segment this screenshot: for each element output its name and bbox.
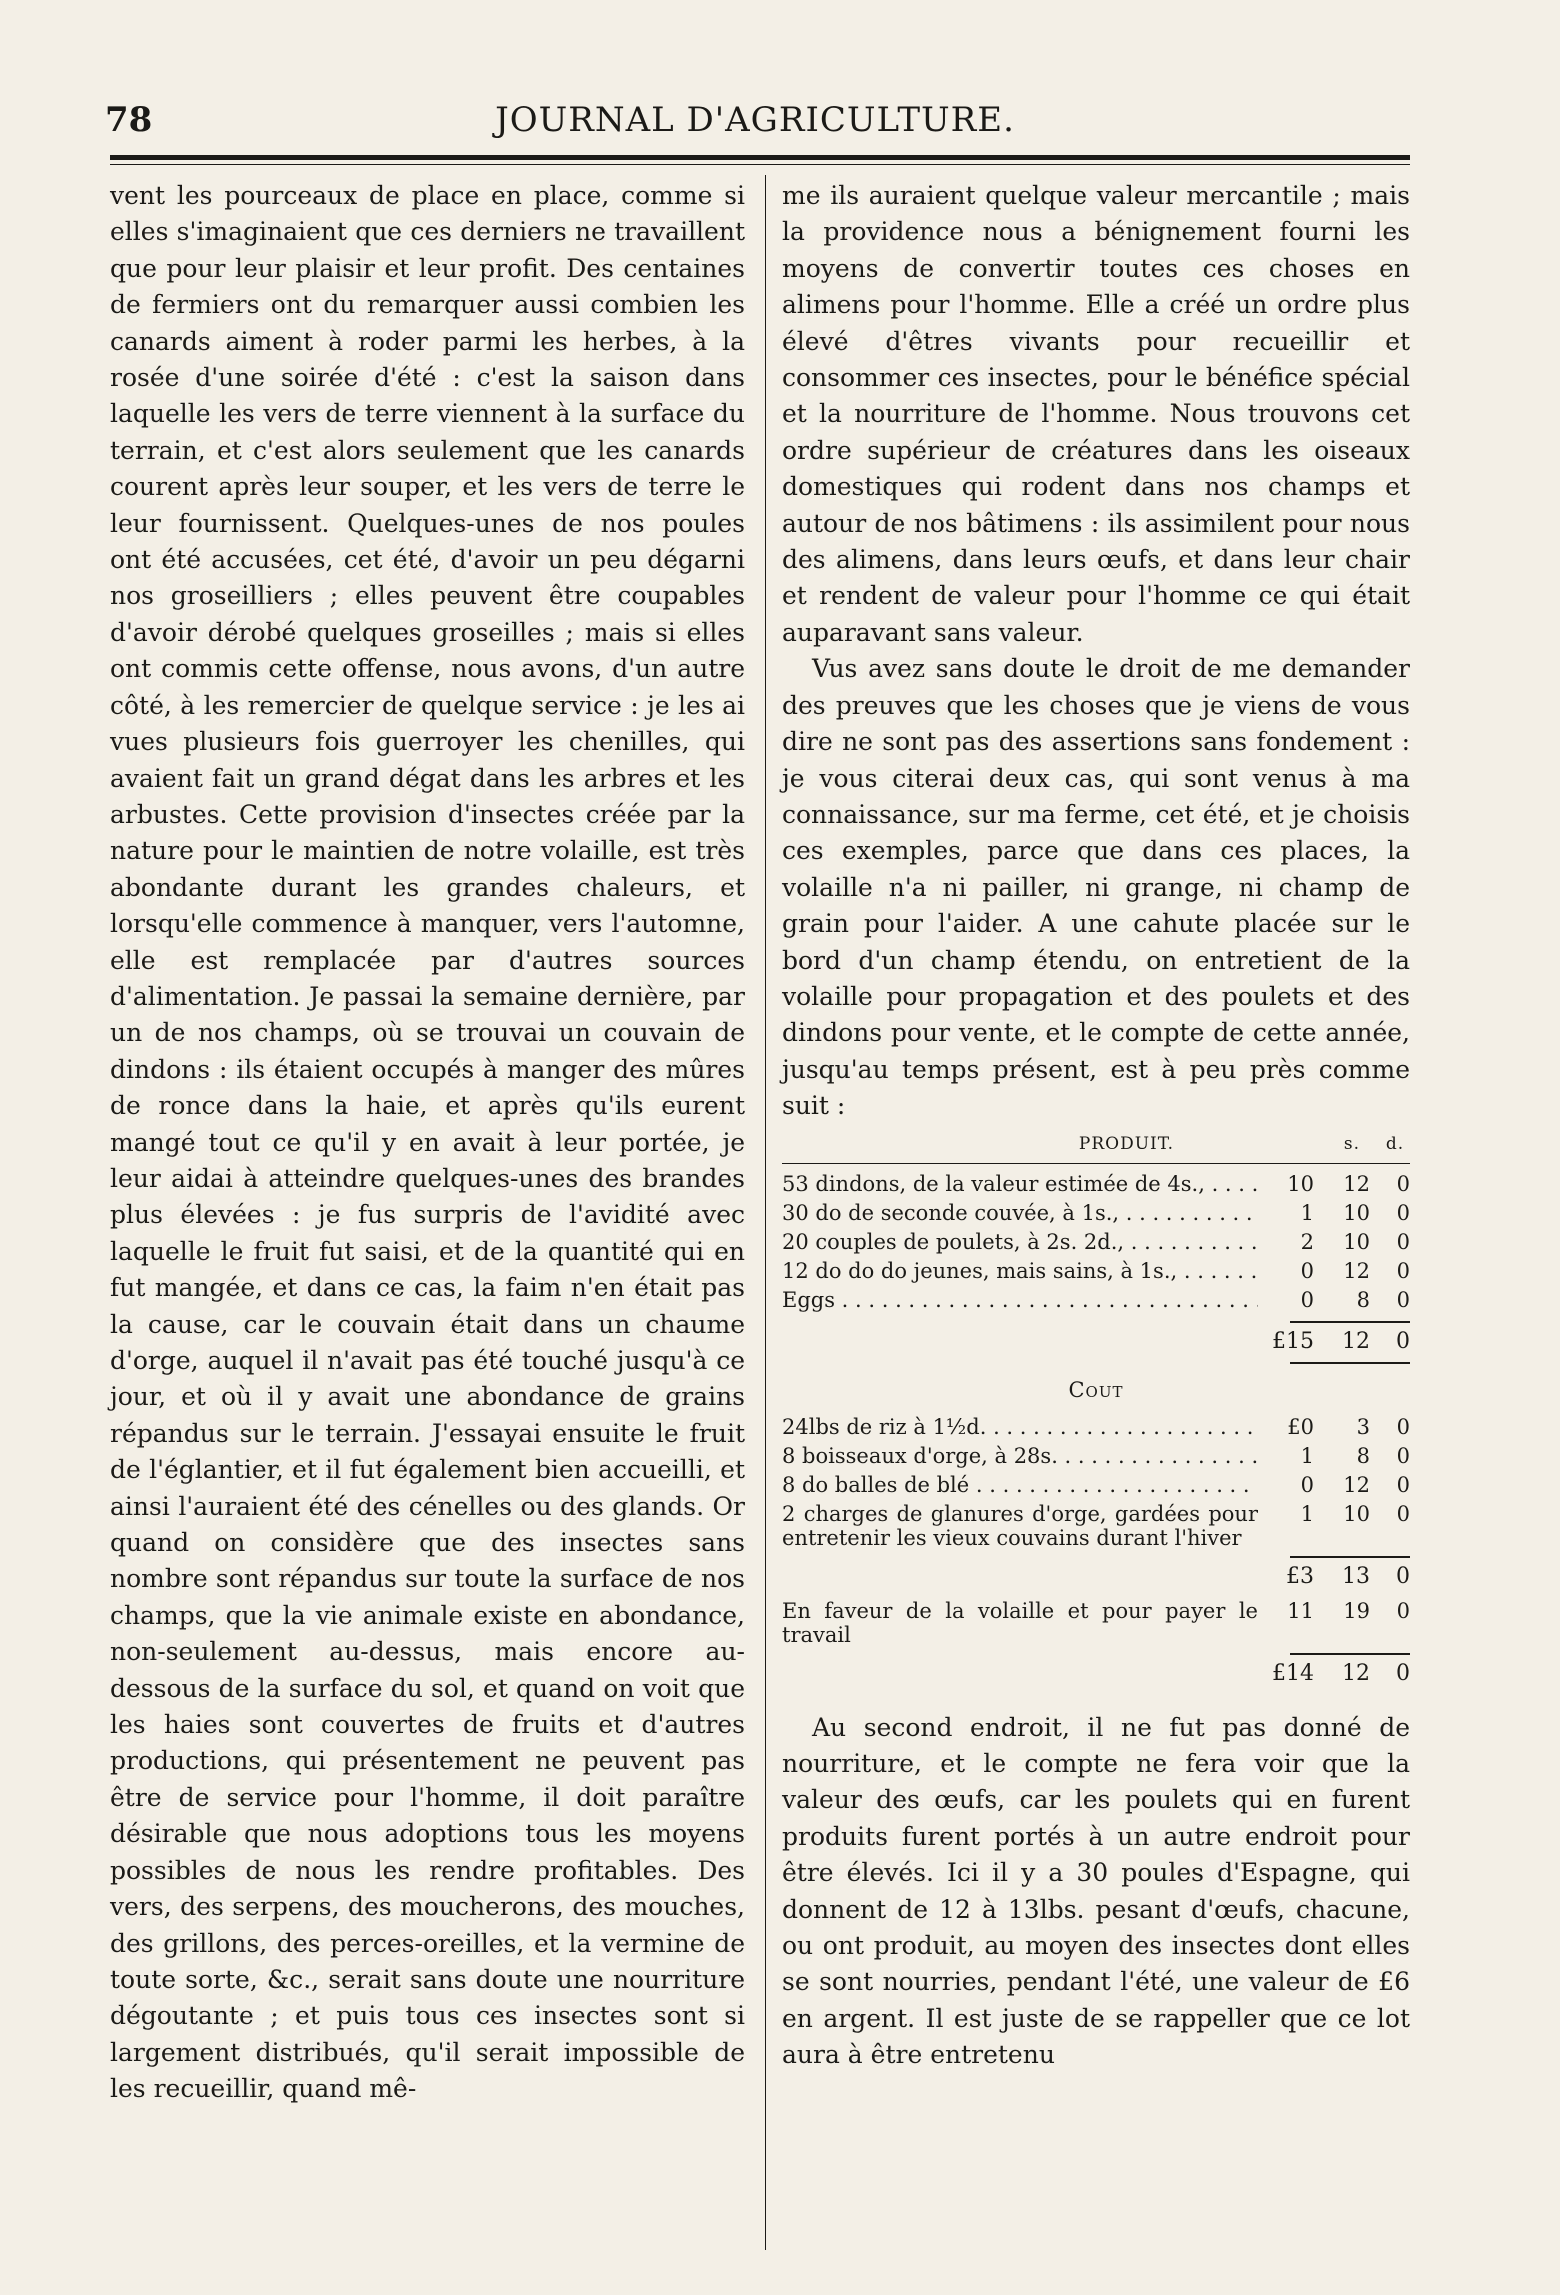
cout-subtotal-s: 13 <box>1342 1563 1370 1589</box>
cout-subtotal <box>782 1562 1410 1591</box>
cout-row <box>782 1442 1410 1471</box>
left-column <box>110 178 745 2108</box>
cout-rows <box>782 1413 1410 1500</box>
produit-row <box>782 1228 1410 1257</box>
cout-total-l: £14 <box>1272 1660 1314 1686</box>
cout-subtotal-d: 0 <box>1396 1563 1410 1589</box>
produit-row <box>782 1286 1410 1315</box>
header-rule-thin <box>110 164 1410 165</box>
produit-header <box>782 1131 1410 1159</box>
cout-cell-d: 0 <box>1396 1472 1410 1497</box>
cout-total-rule <box>1290 1653 1410 1655</box>
produit-cell-s: 10 <box>1343 1200 1370 1225</box>
produit-row <box>782 1199 1410 1228</box>
produit-total-s: 12 <box>1342 1328 1370 1354</box>
paragraph-gap <box>782 1688 1410 1710</box>
cout-cell-desc: 24lbs de riz à 1½d. . . . <box>782 1413 1258 1442</box>
cout-total-s: 12 <box>1342 1660 1370 1686</box>
produit-cell-l: 10 <box>1287 1171 1314 1196</box>
right-paragraph-1: me ils auraient quelque valeur mercantile ; mais la providence nous a bénignement fourni les moyens de convertir toutes ces choses en alimens pour l'homme. Elle a créé un ordre plus élevé d'êtres vivants pour recueillir et consommer ces insectes, pour le bénéfice spécial et la nourriture de l'homme. Nous trouvons cet ordre supérieur de créatures dans les oiseaux domestiques qui rodent dans nos champs et autour de nos bâtimens : ils assimilent pour nous des alimens, dans leurs œufs, et dans leur chair et rendent de valeur pour l'homme ce qui était auparavant sans valeur. <box>782 181 1410 647</box>
cout-cell-s: 8 <box>1356 1443 1370 1468</box>
cout-cell-l: 0 <box>1300 1472 1314 1497</box>
produit-cell-l: 0 <box>1300 1287 1314 1312</box>
cout-long-s: 10 <box>1343 1501 1370 1526</box>
cout-labour-l: 11 <box>1287 1598 1314 1623</box>
produit-cell-l: 0 <box>1300 1258 1314 1283</box>
produit-cell-d: 0 <box>1396 1287 1410 1312</box>
produit-cell-d: 0 <box>1396 1258 1410 1283</box>
produit-cell-d: 0 <box>1396 1200 1410 1225</box>
cout-cell-d: 0 <box>1396 1414 1410 1439</box>
produit-cell-d: 0 <box>1396 1171 1410 1196</box>
page-header <box>105 95 1405 145</box>
cout-cell-s: 12 <box>1343 1472 1370 1497</box>
right-paragraph-3: Au second endroit, il ne fut pas donné de nourriture, et le compte ne fera voir que la valeur des œufs, car les poulets qui en furent produits furent portés à un autre endroit pour être élevés. Ici il y a 30 poules d'Espagne, qui donnent de 12 à 13lbs. pesant d'œufs, chacune, ou ont produit, au moyen des insectes dont elles se sont nourries, pendant l'été, une valeur de £6 en argent. Il est juste de se rappeller que ce lot aura à être entretenu <box>782 1712 1410 2070</box>
right-column <box>782 178 1410 2074</box>
produit-cell-desc: Eggs . . . <box>782 1286 1258 1315</box>
produit-total-rule <box>1290 1362 1410 1364</box>
produit-cell-desc: 53 dindons, de la valeur estimée de 4s., . . . <box>782 1170 1258 1199</box>
produit-total-d: 0 <box>1396 1328 1410 1354</box>
produit-row <box>782 1170 1410 1199</box>
cout-cell-l: £0 <box>1287 1414 1314 1439</box>
cout-long-row <box>782 1500 1410 1550</box>
cout-cell-desc: 8 do balles de blé . . . <box>782 1471 1258 1500</box>
cout-row <box>782 1471 1410 1500</box>
produit-table <box>782 1131 1410 1688</box>
cout-labour-row <box>782 1597 1410 1647</box>
produit-cell-s: 8 <box>1356 1287 1370 1312</box>
produit-cell-s: 12 <box>1343 1171 1370 1196</box>
cout-cell-desc: 8 boisseaux d'orge, à 28s. . . . <box>782 1442 1258 1471</box>
cout-labour-d: 0 <box>1396 1598 1410 1623</box>
cout-cell-l: 1 <box>1300 1443 1314 1468</box>
produit-col-s: s. <box>1343 1133 1361 1154</box>
produit-cell-l: 1 <box>1300 1200 1314 1225</box>
page-number: 78 <box>105 100 153 140</box>
produit-title: PRODUIT. <box>1078 1133 1174 1154</box>
cout-cell-s: 3 <box>1356 1414 1370 1439</box>
cout-sub-rule <box>1290 1556 1410 1558</box>
produit-col-d: d. <box>1385 1133 1405 1154</box>
produit-cell-d: 0 <box>1396 1229 1410 1254</box>
produit-total-l: £15 <box>1272 1328 1314 1354</box>
cout-labour-s: 19 <box>1343 1598 1370 1623</box>
produit-rows <box>782 1170 1410 1315</box>
cout-row <box>782 1413 1410 1442</box>
cout-long-desc: 2 charges de glanures d'orge, gardées pour entretenir les vieux couvains durant l'hiver <box>782 1501 1258 1550</box>
header-rule-thick <box>110 155 1410 160</box>
produit-row <box>782 1257 1410 1286</box>
cout-cell-d: 0 <box>1396 1443 1410 1468</box>
cout-total <box>782 1659 1410 1688</box>
cout-labour-desc: En faveur de la volaille et pour payer le travail <box>782 1598 1258 1647</box>
produit-cell-desc: 12 do do do jeunes, mais sains, à 1s., . . . <box>782 1257 1258 1286</box>
cout-title: Cout <box>1068 1377 1124 1402</box>
produit-cell-s: 10 <box>1343 1229 1370 1254</box>
produit-sum-rule <box>1290 1321 1410 1323</box>
cout-long-l: 1 <box>1300 1501 1314 1526</box>
produit-cell-desc: 30 do de seconde couvée, à 1s., . . . <box>782 1199 1258 1228</box>
produit-cell-desc: 20 couples de poulets, à 2s. 2d., . . . <box>782 1228 1258 1257</box>
produit-head-rule <box>782 1163 1410 1164</box>
produit-total <box>782 1327 1410 1356</box>
cout-subtotal-l: £3 <box>1286 1563 1314 1589</box>
running-title: JOURNAL D'AGRICULTURE. <box>495 100 1015 140</box>
cout-long-d: 0 <box>1396 1501 1410 1526</box>
right-paragraph-2: Vus avez sans doute le droit de me demander des preuves que les choses que je viens de vous dire ne sont pas des assertions sans fondement : je vous citerai deux cas, qui sont venus à ma connaissance, sur ma ferme, cet été, et je choisis ces exemples, parce que dans ces places, la volaille n'a ni pailler, ni grange, ni champ de grain pour l'aider. A une cahute placée sur le bord d'un champ étendu, on entretient de la volaille pour propagation et des poulets et des dindons pour vente, et le compte de cette année, jusqu'au temps présent, est à peu près comme suit : <box>782 654 1410 1121</box>
left-paragraph: vent les pourceaux de place en place, comme si elles s'imaginaient que ces derniers ne travaillent que pour leur plaisir et leur profit. Des centaines de fermiers ont du remarquer aussi combien les canards aiment à roder parmi les herbes, à la rosée d'une soirée d'été : c'est la saison dans laquelle les vers de terre viennent à la surface du terrain, et c'est alors seulement que les canards courent après leur souper, et les vers de terre le leur fournissent. Quelques-unes de nos poules ont été accusées, cet été, d'avoir un peu dégarni nos groseilliers ; elles peuvent être coupables d'avoir dérobé quelques groseilles ; mais si elles ont commis cette offense, nous avons, d'un autre côté, à les remercier de quelque service : je les ai vues plusieurs fois guerroyer les chenilles, qui avaient fait un grand dégat dans les arbres et les arbustes. Cette provision d'insectes créée par la nature pour le maintien de notre volaille, est très abondante durant les grandes chaleurs, et lorsqu'elle commence à manquer, vers l'automne, elle est remplacée par d'autres sources d'alimentation. Je passai la semaine dernière, par un de nos champs, où se trouvai un couvain de dindons : ils étaient occupés à manger des mûres de ronce dans la haie, et après qu'ils eurent mangé tout ce qu'il y en avait à leur portée, je leur aidai à atteindre quelques-unes des brandes plus élevées : je fus surpris de l'avidité avec laquelle le fruit fut saisi, et de la quantité qui en fut mangée, et dans ce cas, la faim n'en était pas la cause, car le couvain était dans un chaume d'orge, auquel il n'avait pas été touché jusqu'à ce jour, et où il y avait une abondance de grains répandus sur le terrain. J'essayai ensuite le fruit de l'églantier, et il fut également bien accueilli, et ainsi l'auraient été des cénelles ou des glands. Or quand on considère que des insectes sans nombre sont répandus sur toute la surface de nos champs, que la vie animale existe en abondance, non-seulement au-dessus, mais encore au-dessous de la surface du sol, et quand on voit que les haies sont couvertes de fruits et d'autres productions, qui présentement ne peuvent pas être de service pour l'homme, il doit paraître désirable que nous adoptions tous les moyens possibles de nous les rendre profitables. Des vers, des serpens, des moucherons, des mouches, des grillons, des perces-oreilles, et la vermine de toute sorte, &c., serait sans doute une nourriture dégoutante ; et puis tous ces insectes sont si largement distribués, qu'il serait impossible de les recueillir, quand mê- <box>110 181 745 2104</box>
produit-cell-l: 2 <box>1300 1229 1314 1254</box>
cout-total-d: 0 <box>1396 1660 1410 1686</box>
column-divider <box>765 175 766 2250</box>
produit-cell-s: 12 <box>1343 1258 1370 1283</box>
